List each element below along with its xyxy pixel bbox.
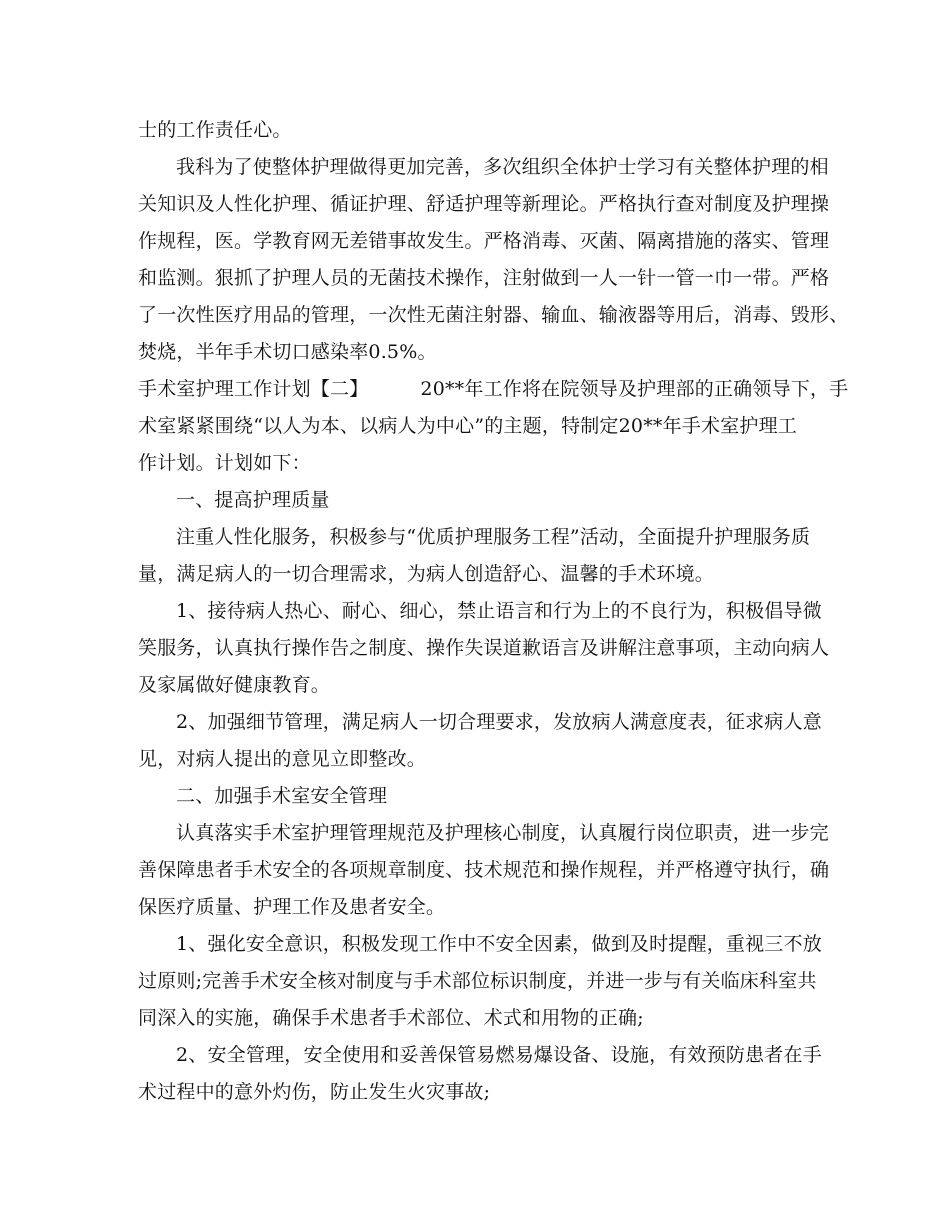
text-line: 保医疗质量、护理工作及患者安全。 xyxy=(138,896,446,918)
text-line: 量，满足病人的一切合理需求，为病人创造舒心、温馨的手术环境。 xyxy=(138,563,715,585)
subheading: 二、加强手术室安全管理 xyxy=(176,785,388,807)
text-line: 善保障患者手术安全的各项规章制度、技术规范和操作规程，并严格遵守执行，确 xyxy=(138,859,830,881)
text-line: 术室紧紧围绕“以人为本、以病人为中心”的主题，特制定20**年手术室护理工 xyxy=(138,415,798,437)
text-line: 和监测。狠抓了护理人员的无菌技术操作，注射做到一人一针一管一巾一带。严格 xyxy=(138,267,830,289)
text-line: 术过程中的意外灼伤，防止发生火灾事故; xyxy=(138,1081,491,1103)
text-line: 1、强化安全意识，积极发现工作中不安全因素，做到及时提醒，重视三不放 xyxy=(176,933,822,955)
text-line: 我科为了使整体护理做得更加完善，多次组织全体护士学习有关整体护理的相 xyxy=(176,156,829,178)
text-line: 笑服务，认真执行操作告之制度、操作失误道歉语言及讲解注意事项，主动向病人 xyxy=(138,637,830,659)
section-heading: 手术室护理工作计划【二】 xyxy=(138,378,369,400)
text-line: 关知识及人性化护理、循证护理、舒适护理等新理论。严格执行查对制度及护理操 xyxy=(138,193,830,215)
text-line: 作规程，医。学教育网无差错事故发生。严格消毒、灭菌、隔离措施的落实、管理 xyxy=(138,230,830,252)
text-line: 2、安全管理，安全使用和妥善保管易燃易爆设备、设施，有效预防患者在手 xyxy=(176,1044,822,1066)
text-line: 2、加强细节管理，满足病人一切合理要求，发放病人满意度表，征求病人意 xyxy=(176,711,822,733)
text-line: 见，对病人提出的意见立即整改。 xyxy=(138,748,427,770)
text-line: 过原则;完善手术安全核对制度与手术部位标识制度，并进一步与有关临床科室共 xyxy=(138,970,817,992)
text-line: 认真落实手术室护理管理规范及护理核心制度，认真履行岗位职责，进一步完 xyxy=(176,822,829,844)
text-line: 了一次性医疗用品的管理，一次性无菌注射器、输血、输液器等用后，消毒、毁形、 xyxy=(138,304,849,326)
text-line: 及家属做好健康教育。 xyxy=(138,674,331,696)
text-fragment: 20**年工作将在院领导及护理部的正确领导下，手 xyxy=(420,378,849,400)
text-line: 同深入的实施，确保手术患者手术部位、术式和用物的正确; xyxy=(138,1007,644,1029)
text-line: 1、接待病人热心、耐心、细心，禁止语言和行为上的不良行为，积极倡导微 xyxy=(176,600,822,622)
section-heading-line xyxy=(138,377,848,401)
subheading: 一、提高护理质量 xyxy=(176,489,330,511)
text-line: 注重人性化服务，积极参与“优质护理服务工程”活动，全面提升护理服务质 xyxy=(176,526,811,548)
text-line: 士的工作责任心。 xyxy=(138,119,292,141)
text-line: 作计划。计划如下： xyxy=(138,452,311,474)
text-line: 焚烧，半年手术切口感染率0.5%。 xyxy=(138,341,437,363)
